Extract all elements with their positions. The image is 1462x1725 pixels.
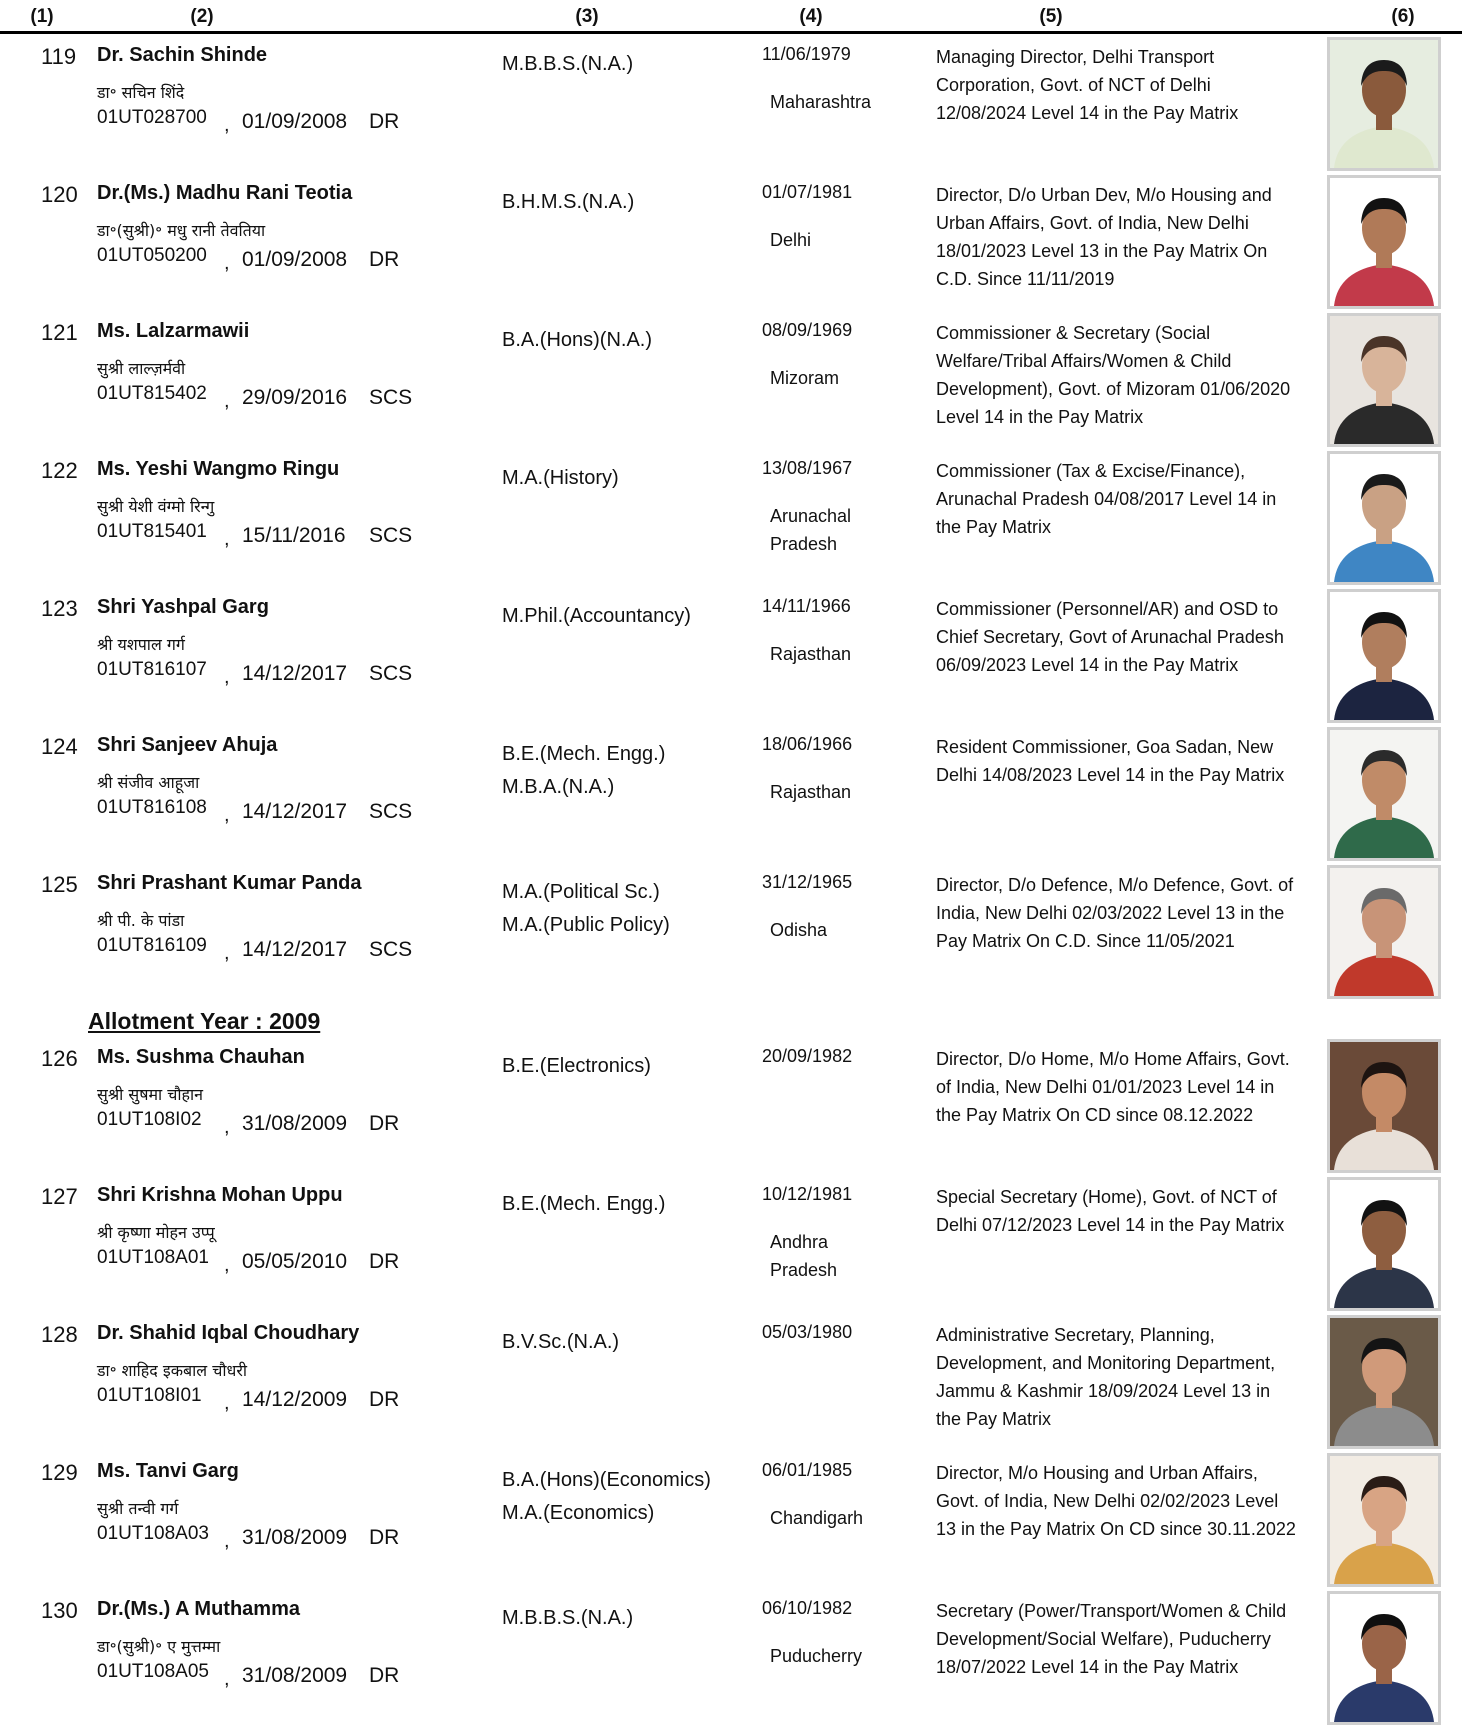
column-header-1: (1)	[30, 6, 54, 27]
officer-photo	[1327, 175, 1441, 309]
domicile-state	[770, 364, 910, 392]
officer-name-hindi: श्री पी. के पांडा	[97, 911, 185, 930]
serial-number: 121	[41, 320, 78, 345]
officer-photo	[1327, 589, 1441, 723]
serial-number: 126	[41, 1046, 78, 1071]
recruitment-source: DR	[369, 1388, 400, 1411]
officer-photo	[1327, 451, 1441, 585]
serial-number: 122	[41, 458, 78, 483]
officer-id-code: 01UT816107	[97, 659, 207, 680]
domicile-state	[770, 1504, 910, 1532]
domicile-state-line: Mizoram	[770, 368, 840, 388]
separator-comma: ,	[224, 1668, 230, 1690]
serial-number: 120	[41, 182, 78, 207]
officer-name-hindi: सुश्री तन्वी गर्ग	[97, 1499, 179, 1518]
serial-number: 127	[41, 1184, 78, 1209]
officer-id-code: 01UT108I01	[97, 1385, 202, 1406]
qualifications	[502, 876, 670, 942]
column-header-2: (2)	[190, 6, 214, 27]
separator-comma: ,	[224, 114, 230, 136]
appointment-date: 29/09/2016	[242, 386, 348, 409]
domicile-state	[770, 502, 910, 558]
officer-id-code: 01UT815401	[97, 521, 207, 542]
officer-id-code: 01UT108I02	[97, 1109, 202, 1130]
officer-photo	[1327, 865, 1441, 999]
appointment-date: 14/12/2017	[242, 938, 348, 961]
qualification-line: B.A.(Hons)(Economics)	[502, 1469, 711, 1491]
qualification-line: M.A.(Economics)	[502, 1502, 655, 1524]
serial-number: 130	[41, 1598, 78, 1623]
date-of-birth: 31/12/1965	[762, 872, 853, 892]
column-header-3: (3)	[575, 6, 599, 27]
current-posting: Managing Director, Delhi Transport Corporation, Govt. of NCT of Delhi 12/08/2024 Level 14 in the Pay Matrix	[936, 47, 1239, 123]
officer-entry	[0, 1174, 1462, 1310]
current-posting: Director, D/o Defence, M/o Defence, Govt. of India, New Delhi 02/03/2022 Level 13 in the Pay Matrix On C.D. Since 11/05/2021	[936, 875, 1294, 951]
current-posting: Director, D/o Urban Dev, M/o Housing and Urban Affairs, Govt. of India, New Delhi 18/01/2023 Level 13 in the Pay Matrix On C.D. Since 11/11/2019	[936, 185, 1272, 289]
domicile-state-line: Puducherry	[770, 1646, 863, 1666]
date-of-birth: 20/09/1982	[762, 1046, 853, 1066]
qualification-line: M.Phil.(Accountancy)	[502, 605, 691, 627]
officer-entry	[0, 448, 1462, 584]
officer-photo	[1327, 727, 1441, 861]
officer-name: Dr. Sachin Shinde	[97, 44, 268, 66]
domicile-state	[770, 916, 910, 944]
officer-name: Ms. Yeshi Wangmo Ringu	[97, 458, 340, 480]
recruitment-source: DR	[369, 248, 400, 271]
qualifications	[502, 48, 633, 81]
qualifications	[502, 738, 665, 804]
appointment-date: 31/08/2009	[242, 1526, 348, 1549]
domicile-state-line: Chandigarh	[770, 1508, 864, 1528]
separator-comma: ,	[224, 942, 230, 964]
appointment-date: 01/09/2008	[242, 248, 348, 271]
separator-comma: ,	[224, 252, 230, 274]
domicile-state	[770, 1642, 910, 1670]
qualification-line: B.E.(Mech. Engg.)	[502, 1193, 666, 1215]
officer-photo	[1327, 1177, 1441, 1311]
qualification-line: B.A.(Hons)(N.A.)	[502, 329, 653, 351]
recruitment-source: SCS	[369, 800, 413, 823]
qualification-line: M.B.A.(N.A.)	[502, 776, 615, 798]
officer-name-hindi: सुश्री सुषमा चौहान	[97, 1085, 204, 1104]
domicile-state-line: Pradesh	[770, 534, 838, 554]
appointment-date: 15/11/2016	[242, 524, 346, 547]
qualification-line: B.E.(Mech. Engg.)	[502, 743, 666, 765]
appointment-date: 31/08/2009	[242, 1112, 348, 1135]
officer-id-code: 01UT050200	[97, 245, 207, 266]
serial-number: 125	[41, 872, 78, 897]
domicile-state	[770, 778, 910, 806]
appointment-date: 05/05/2010	[242, 1250, 348, 1273]
current-posting: Secretary (Power/Transport/Women & Child Development/Social Welfare), Puducherry 18/07/2022 Level 14 in the Pay Matrix	[936, 1601, 1287, 1677]
officer-name-hindi: सुश्री येशी वंग्मो रिन्गु	[97, 497, 215, 516]
recruitment-source: DR	[369, 1250, 400, 1273]
qualifications	[502, 1050, 651, 1083]
officer-photo	[1327, 1453, 1441, 1587]
column-header-row	[0, 0, 1462, 33]
recruitment-source: SCS	[369, 938, 413, 961]
current-posting: Resident Commissioner, Goa Sadan, New Delhi 14/08/2023 Level 14 in the Pay Matrix	[936, 737, 1285, 785]
date-of-birth: 01/07/1981	[762, 182, 853, 202]
officer-name: Shri Sanjeev Ahuja	[97, 734, 278, 756]
officer-name: Shri Krishna Mohan Uppu	[97, 1184, 343, 1206]
officer-name-hindi: डा॰(सुश्री)॰ मधु रानी तेवतिया	[97, 221, 266, 240]
separator-comma: ,	[224, 666, 230, 688]
officer-photo	[1327, 37, 1441, 171]
officer-name-hindi: डा॰ सचिन शिंदे	[97, 83, 185, 102]
date-of-birth: 18/06/1966	[762, 734, 853, 754]
current-posting: Commissioner (Tax & Excise/Finance), Arunachal Pradesh 04/08/2017 Level 14 in the Pay Matrix	[936, 461, 1277, 537]
officer-name: Dr.(Ms.) Madhu Rani Teotia	[97, 182, 353, 204]
domicile-state	[770, 226, 910, 254]
date-of-birth: 05/03/1980	[762, 1322, 853, 1342]
domicile-state-line: Rajasthan	[770, 782, 852, 802]
recruitment-source: DR	[369, 1526, 400, 1549]
date-of-birth: 08/09/1969	[762, 320, 853, 340]
officer-name: Ms. Lalzarmawii	[97, 320, 250, 342]
domicile-state-line: Pradesh	[770, 1260, 838, 1280]
date-of-birth: 06/01/1985	[762, 1460, 853, 1480]
qualification-line: M.B.B.S.(N.A.)	[502, 53, 634, 75]
officer-photo	[1327, 1591, 1441, 1725]
qualifications	[502, 1326, 619, 1359]
qualification-line: B.H.M.S.(N.A.)	[502, 191, 635, 213]
current-posting: Commissioner & Secretary (Social Welfare/Tribal Affairs/Women & Child Development), Govt. of Mizoram 01/06/2020 Level 14 in the Pay Matrix	[936, 323, 1291, 427]
officer-photo	[1327, 1039, 1441, 1173]
domicile-state-line: Arunachal	[770, 506, 852, 526]
officer-entry	[0, 1450, 1462, 1586]
officer-id-code: 01UT108A03	[97, 1523, 209, 1544]
serial-number: 129	[41, 1460, 78, 1485]
domicile-state	[770, 640, 910, 668]
qualification-line: M.A.(History)	[502, 467, 619, 489]
officer-entry	[0, 172, 1462, 308]
separator-comma: ,	[224, 1530, 230, 1552]
date-of-birth: 10/12/1981	[762, 1184, 853, 1204]
current-posting: Commissioner (Personnel/AR) and OSD to Chief Secretary, Govt of Arunachal Pradesh 06/09/2023 Level 14 in the Pay Matrix	[936, 599, 1284, 675]
separator-comma: ,	[224, 1254, 230, 1276]
qualification-line: B.E.(Electronics)	[502, 1055, 651, 1077]
officer-entry	[0, 1588, 1462, 1724]
separator-comma: ,	[224, 1392, 230, 1414]
date-of-birth: 06/10/1982	[762, 1598, 853, 1618]
officer-name-hindi: श्री कृष्णा मोहन उप्पू	[97, 1223, 215, 1242]
recruitment-source: SCS	[369, 662, 413, 685]
separator-comma: ,	[224, 528, 230, 550]
officer-name-hindi: श्री संजीव आहूजा	[97, 773, 200, 792]
qualifications	[502, 324, 652, 357]
qualifications	[502, 1188, 665, 1221]
qualifications	[502, 1464, 711, 1530]
column-header-4: (4)	[799, 6, 823, 27]
officer-name: Ms. Tanvi Garg	[97, 1460, 239, 1482]
recruitment-source: DR	[369, 110, 400, 133]
officer-id-code: 01UT028700	[97, 107, 207, 128]
officer-entry	[0, 724, 1462, 860]
qualification-line: M.A.(Political Sc.)	[502, 881, 660, 903]
domicile-state-line: Delhi	[770, 230, 812, 250]
appointment-date: 14/12/2009	[242, 1388, 348, 1411]
qualifications	[502, 462, 619, 495]
domicile-state-line: Andhra	[770, 1232, 829, 1252]
recruitment-source: DR	[369, 1112, 400, 1135]
serial-number: 119	[41, 44, 77, 69]
current-posting: Special Secretary (Home), Govt. of NCT of Delhi 07/12/2023 Level 14 in the Pay Matrix	[936, 1187, 1285, 1235]
current-posting: Director, D/o Home, M/o Home Affairs, Govt. of India, New Delhi 01/01/2023 Level 14 in the Pay Matrix On CD since 08.12.2022	[936, 1049, 1290, 1125]
officer-id-code: 01UT815402	[97, 383, 207, 404]
qualifications	[502, 600, 691, 633]
date-of-birth: 14/11/1966	[762, 596, 851, 616]
qualification-line: M.B.B.S.(N.A.)	[502, 1607, 634, 1629]
officer-name: Shri Prashant Kumar Panda	[97, 872, 362, 894]
officer-id-code: 01UT108A01	[97, 1247, 209, 1268]
column-header-5: (5)	[1039, 6, 1063, 27]
allotment-year-heading: Allotment Year : 2009	[88, 1008, 321, 1034]
serial-number: 128	[41, 1322, 78, 1347]
serial-number: 124	[41, 734, 78, 759]
recruitment-source: DR	[369, 1664, 400, 1687]
officer-name: Dr. Shahid Iqbal Choudhary	[97, 1322, 360, 1344]
serial-number: 123	[41, 596, 78, 621]
domicile-state-line: Maharashtra	[770, 92, 872, 112]
separator-comma: ,	[224, 804, 230, 826]
qualification-line: B.V.Sc.(N.A.)	[502, 1331, 620, 1353]
column-header-6: (6)	[1391, 6, 1415, 27]
officer-photo	[1327, 1315, 1441, 1449]
domicile-state	[770, 1228, 910, 1284]
officer-name: Dr.(Ms.) A Muthamma	[97, 1598, 300, 1620]
officer-id-code: 01UT816108	[97, 797, 207, 818]
officer-entry	[0, 586, 1462, 722]
appointment-date: 14/12/2017	[242, 662, 348, 685]
officer-name-hindi: डा॰(सुश्री)॰ ए मुत्तम्मा	[97, 1637, 221, 1656]
officer-name: Shri Yashpal Garg	[97, 596, 269, 618]
officer-entry	[0, 1312, 1462, 1448]
officer-id-code: 01UT816109	[97, 935, 207, 956]
officer-entry	[0, 862, 1462, 998]
recruitment-source: SCS	[369, 386, 413, 409]
officer-entry	[0, 1036, 1462, 1172]
officer-entry	[0, 310, 1462, 446]
date-of-birth: 11/06/1979	[762, 44, 851, 64]
officer-name-hindi: डा॰ शाहिद इकबाल चौधरी	[97, 1361, 248, 1380]
qualifications	[502, 1602, 633, 1635]
separator-comma: ,	[224, 390, 230, 412]
appointment-date: 01/09/2008	[242, 110, 348, 133]
officer-photo	[1327, 313, 1441, 447]
appointment-date: 31/08/2009	[242, 1664, 348, 1687]
qualification-line: M.A.(Public Policy)	[502, 914, 670, 936]
date-of-birth: 13/08/1967	[762, 458, 853, 478]
recruitment-source: SCS	[369, 524, 413, 547]
qualifications	[502, 186, 634, 219]
domicile-state	[770, 88, 910, 116]
officer-name-hindi: श्री यशपाल गर्ग	[97, 635, 185, 654]
officer-name: Ms. Sushma Chauhan	[97, 1046, 305, 1068]
officer-name-hindi: सुश्री लाल्ज़र्मवी	[97, 359, 186, 378]
current-posting: Administrative Secretary, Planning, Development, and Monitoring Department, Jammu & Kashmir 18/09/2024 Level 13 in the Pay Matrix	[936, 1325, 1276, 1429]
current-posting: Director, M/o Housing and Urban Affairs, Govt. of India, New Delhi 02/02/2023 Level 13 in the Pay Matrix On CD since 30.11.2022	[936, 1463, 1296, 1539]
appointment-date: 14/12/2017	[242, 800, 348, 823]
separator-comma: ,	[224, 1116, 230, 1138]
domicile-state-line: Rajasthan	[770, 644, 852, 664]
officer-id-code: 01UT108A05	[97, 1661, 209, 1682]
domicile-state-line: Odisha	[770, 920, 828, 940]
officer-entry	[0, 34, 1462, 170]
